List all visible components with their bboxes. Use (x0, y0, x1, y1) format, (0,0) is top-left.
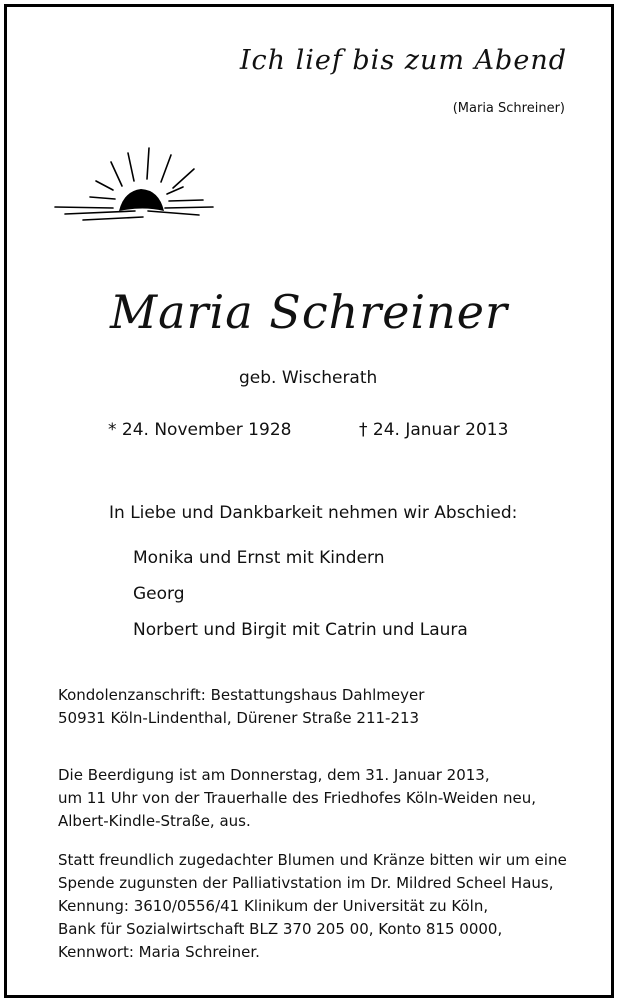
deceased-name: Maria Schreiner (110, 285, 508, 339)
motto-author: (Maria Schreiner) (452, 101, 565, 116)
mourner-entry: Norbert und Birgit mit Catrin und Laura (133, 620, 468, 640)
text-line: Statt freundlich zugedachter Blumen und Kränze bitten wir um eine (58, 851, 567, 869)
text-line: Kondolenzanschrift: Bestattungshaus Dahlmeyer (58, 686, 425, 704)
mourner-entry: Georg (133, 584, 185, 604)
mourners-list (133, 546, 468, 654)
text-line: Spende zugunsten der Palliativstation im Dr. Mildred Scheel Haus, (58, 874, 554, 892)
funeral-info (58, 764, 536, 833)
death-date: † 24. Januar 2013 (359, 420, 509, 440)
donation-request (58, 849, 567, 964)
text-line: Kennung: 3610/0556/41 Klinikum der Universität zu Köln, (58, 897, 489, 915)
text-line: Die Beerdigung ist am Donnerstag, dem 31. Januar 2013, (58, 766, 490, 784)
birth-date: * 24. November 1928 (108, 420, 292, 440)
text-line: Bank für Sozialwirtschaft BLZ 370 205 00, Konto 815 0000, (58, 920, 503, 938)
text-line: 50931 Köln-Lindenthal, Dürener Straße 211-213 (58, 709, 420, 727)
farewell-heading: In Liebe und Dankbarkeit nehmen wir Abschied: (109, 503, 518, 523)
condolence-address (58, 684, 424, 730)
text-line: um 11 Uhr von der Trauerhalle des Friedhofes Köln-Weiden neu, (58, 789, 537, 807)
motto: Ich lief bis zum Abend (239, 45, 567, 76)
text-line: Albert-Kindle-Straße, aus. (58, 812, 251, 830)
sunrise-icon (53, 145, 218, 223)
obituary-notice (4, 4, 614, 998)
text-line: Kennwort: Maria Schreiner. (58, 943, 260, 961)
birth-name: geb. Wischerath (239, 368, 378, 388)
mourner-entry: Monika und Ernst mit Kindern (133, 548, 385, 568)
